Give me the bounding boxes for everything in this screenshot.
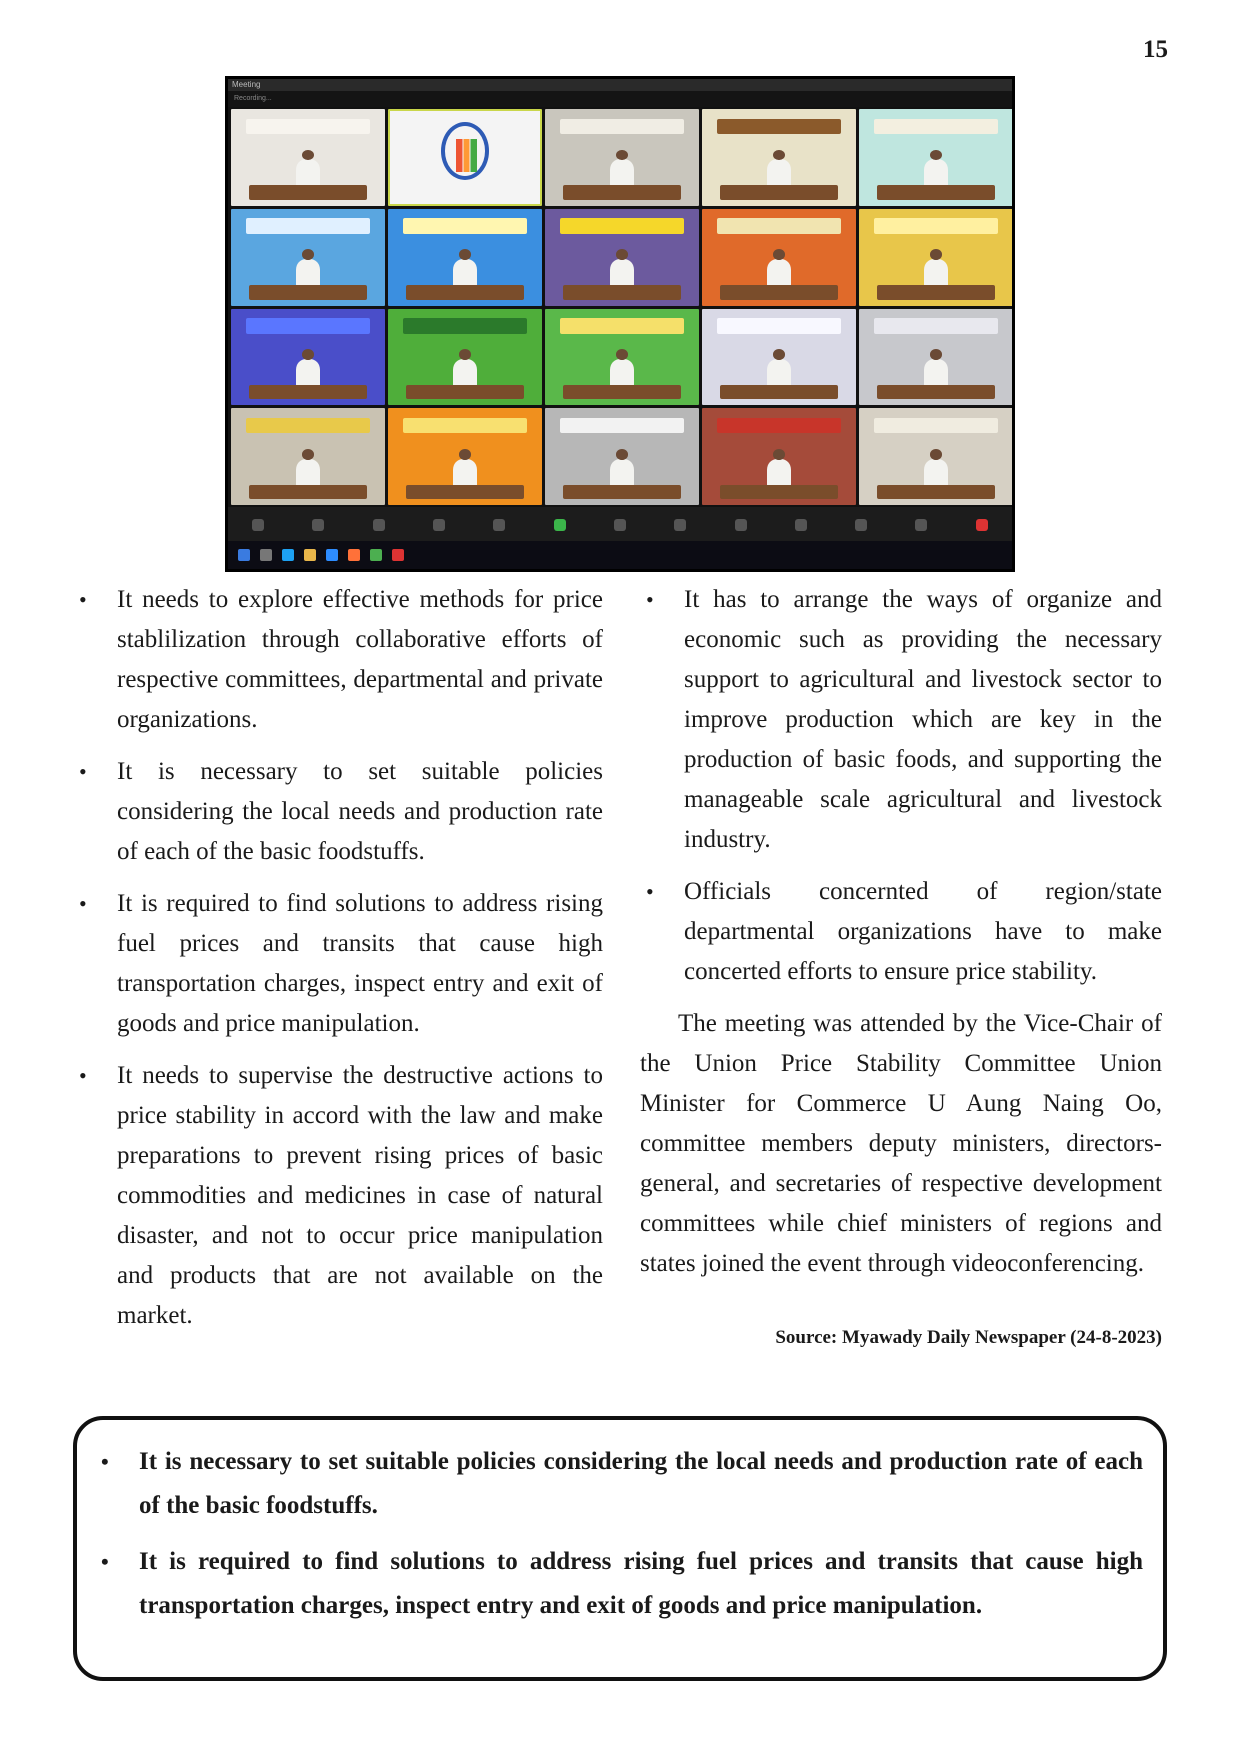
participant-figure bbox=[296, 159, 321, 186]
participant-figure bbox=[767, 159, 792, 186]
participant-figure bbox=[767, 359, 792, 386]
bar-chart-icon bbox=[456, 139, 477, 172]
room-banner bbox=[246, 318, 369, 333]
participant-figure bbox=[453, 359, 478, 386]
participant-tile bbox=[859, 408, 1013, 505]
room-banner bbox=[717, 418, 840, 433]
list-item: • It needs to explore effective methods for price stablilization through collaborative efforts of respective committees, departmental and private organizations. bbox=[73, 580, 603, 740]
right-bullet-list bbox=[640, 580, 1162, 992]
participant-tile bbox=[702, 408, 856, 505]
security-icon bbox=[373, 519, 385, 531]
meeting-controls-bar bbox=[228, 507, 1012, 543]
participant-tile bbox=[231, 309, 385, 406]
room-banner bbox=[560, 218, 683, 233]
desk bbox=[406, 485, 523, 500]
participant-tile bbox=[545, 309, 699, 406]
logo-tile bbox=[388, 109, 542, 206]
participant-figure bbox=[924, 159, 949, 186]
participant-figure bbox=[610, 259, 635, 286]
participant-tile bbox=[702, 309, 856, 406]
zoom-icon bbox=[326, 549, 338, 561]
participant-figure bbox=[453, 459, 478, 486]
folder-icon bbox=[304, 549, 316, 561]
room-banner bbox=[403, 418, 526, 433]
videoconference-photo bbox=[225, 76, 1015, 572]
search-icon bbox=[260, 549, 272, 561]
source-citation: Source: Myawady Daily Newspaper (24-8-2023) bbox=[775, 1327, 1162, 1348]
participant-tile bbox=[388, 408, 542, 505]
desk bbox=[249, 385, 366, 400]
room-banner bbox=[874, 218, 997, 233]
desk bbox=[720, 285, 837, 300]
desk bbox=[877, 185, 994, 200]
room-banner bbox=[246, 218, 369, 233]
desk bbox=[249, 285, 366, 300]
participant-tile bbox=[231, 109, 385, 206]
participant-tile bbox=[388, 309, 542, 406]
participant-figure bbox=[610, 159, 635, 186]
participant-tile bbox=[702, 209, 856, 306]
chat-icon bbox=[493, 519, 505, 531]
recording-label: Recording... bbox=[228, 91, 1012, 107]
room-banner bbox=[874, 318, 997, 333]
reactions-icon bbox=[795, 519, 807, 531]
share-screen-icon bbox=[554, 519, 566, 531]
participant-figure bbox=[924, 459, 949, 486]
breakout-rooms-icon bbox=[735, 519, 747, 531]
room-banner bbox=[717, 119, 840, 134]
participant-tile bbox=[545, 209, 699, 306]
room-banner bbox=[403, 318, 526, 333]
page-number: 15 bbox=[1143, 36, 1168, 63]
windows-icon bbox=[238, 549, 250, 561]
window-title: Meeting bbox=[228, 79, 1012, 91]
left-bullet-list bbox=[73, 580, 603, 1336]
participant-figure bbox=[296, 259, 321, 286]
participants-icon bbox=[433, 519, 445, 531]
captions-icon bbox=[674, 519, 686, 531]
participant-figure bbox=[767, 259, 792, 286]
video-icon bbox=[312, 519, 324, 531]
desk bbox=[563, 185, 680, 200]
room-banner bbox=[874, 418, 997, 433]
desk bbox=[249, 185, 366, 200]
mute-icon bbox=[252, 519, 264, 531]
list-item: • It needs to supervise the destructive actions to price stability in accord with the law and make preparations to prevent rising prices of basic commodities and medicines in case of natural disaster, and not to occur price manipulation and products that are not available on the market. bbox=[73, 1056, 603, 1336]
list-item: • It is required to find solutions to address rising fuel prices and transits that cause high transportation charges, inspect entry and exit of goods and price manipulation. bbox=[95, 1540, 1143, 1628]
os-taskbar bbox=[228, 541, 1012, 569]
participant-figure bbox=[296, 459, 321, 486]
desk bbox=[406, 385, 523, 400]
participant-tile bbox=[231, 408, 385, 505]
desk bbox=[720, 185, 837, 200]
right-column bbox=[640, 580, 1162, 1358]
app-icon bbox=[392, 549, 404, 561]
edge-icon bbox=[282, 549, 294, 561]
end-meeting-icon bbox=[976, 519, 988, 531]
participant-tile bbox=[859, 309, 1013, 406]
participant-tile bbox=[231, 209, 385, 306]
desk bbox=[563, 385, 680, 400]
room-banner bbox=[560, 119, 683, 134]
desk bbox=[563, 285, 680, 300]
room-banner bbox=[403, 218, 526, 233]
participant-figure bbox=[924, 259, 949, 286]
room-banner bbox=[560, 318, 683, 333]
list-item: • It is required to find solutions to address rising fuel prices and transits that cause high transportation charges, inspect entry and exit of goods and price manipulation. bbox=[73, 884, 603, 1044]
desk bbox=[877, 385, 994, 400]
list-item: • It has to arrange the ways of organize and economic such as providing the necessary support to agricultural and livestock sector to improve production which are key in the production of basic foods, and supporting the manageable scale agricultural and livestock industry. bbox=[640, 580, 1162, 860]
apps-icon bbox=[855, 519, 867, 531]
left-column bbox=[73, 580, 603, 1348]
room-banner bbox=[717, 318, 840, 333]
room-banner bbox=[874, 119, 997, 134]
room-banner bbox=[246, 119, 369, 134]
chrome-icon bbox=[370, 549, 382, 561]
participant-tile bbox=[545, 109, 699, 206]
highlight-bullet-list bbox=[95, 1440, 1143, 1628]
closing-paragraph: The meeting was attended by the Vice-Chair of the Union Price Stability Committee Union Minister for Commerce U Aung Naing Oo, committee members deputy ministers, directors-general, and secretaries of respective development committees while chief ministers of regions and states joined the event through videoconferencing. bbox=[640, 1010, 1162, 1277]
room-banner bbox=[246, 418, 369, 433]
desk bbox=[877, 285, 994, 300]
participant-tile bbox=[702, 109, 856, 206]
highlight-box bbox=[73, 1416, 1167, 1681]
participant-tile bbox=[859, 109, 1013, 206]
participant-figure bbox=[767, 459, 792, 486]
list-item: • Officials concernted of region/state departmental organizations have to make concerted efforts to ensure price stability. bbox=[640, 872, 1162, 992]
participant-tile bbox=[545, 408, 699, 505]
room-banner bbox=[717, 218, 840, 233]
participant-figure bbox=[453, 259, 478, 286]
list-item: • It is necessary to set suitable policies considering the local needs and production rate of each of the basic foodstuffs. bbox=[73, 752, 603, 872]
desk bbox=[720, 385, 837, 400]
participant-figure bbox=[610, 359, 635, 386]
room-banner bbox=[560, 418, 683, 433]
record-icon bbox=[614, 519, 626, 531]
desk bbox=[249, 485, 366, 500]
participant-figure bbox=[296, 359, 321, 386]
desk bbox=[563, 485, 680, 500]
firefox-icon bbox=[348, 549, 360, 561]
participant-tile bbox=[859, 209, 1013, 306]
list-item: • It is necessary to set suitable policies considering the local needs and production rate of each of the basic foodstuffs. bbox=[95, 1440, 1143, 1528]
participant-tile bbox=[388, 209, 542, 306]
participant-figure bbox=[610, 459, 635, 486]
whiteboard-icon bbox=[915, 519, 927, 531]
desk bbox=[720, 485, 837, 500]
desk bbox=[877, 485, 994, 500]
participant-grid bbox=[231, 109, 1013, 505]
participant-figure bbox=[924, 359, 949, 386]
desk bbox=[406, 285, 523, 300]
